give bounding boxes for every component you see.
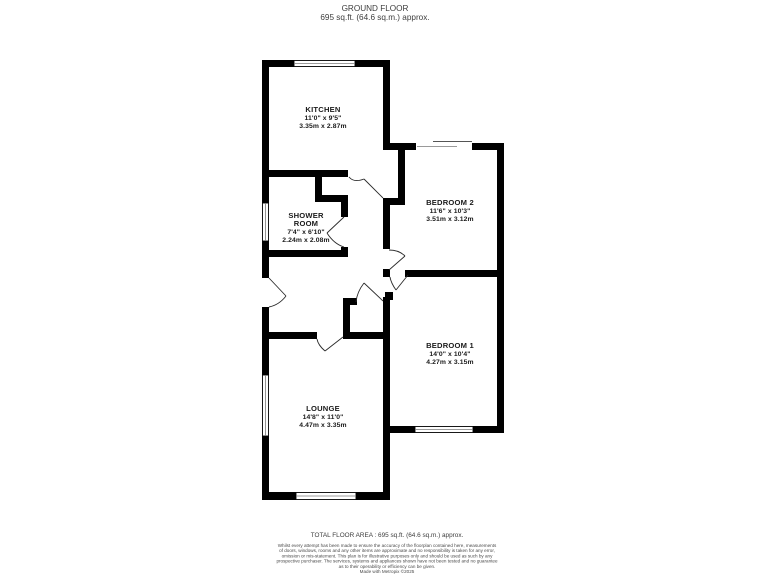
page-title: GROUND FLOOR [341, 4, 409, 13]
cupboard-door-icon [356, 283, 383, 302]
lounge-bottom-window-icon [296, 493, 356, 500]
bedroom2-imperial: 11'6" x 10'3" [429, 208, 471, 215]
shower-name-line2: ROOM [293, 219, 319, 228]
front-door-icon [269, 278, 286, 307]
room-label-lounge [299, 404, 346, 429]
shower-name-line1: SHOWER [288, 211, 324, 220]
total-floor-area: TOTAL FLOOR AREA : 695 sq.ft. (64.6 sq.m.) approx. [310, 532, 464, 539]
bedroom1-name: BEDROOM 1 [426, 341, 474, 350]
shower-window-icon [263, 203, 269, 241]
lounge-side-window-icon [263, 375, 269, 436]
shower-imperial: 7'4" x 6'10" [287, 229, 325, 236]
room-label-bedroom2 [426, 198, 474, 223]
windows [263, 61, 474, 500]
page-subtitle: 695 sq.ft. (64.6 sq.m.) approx. [320, 13, 430, 22]
lounge-name: LOUNGE [306, 404, 340, 413]
disclaimer-line-4: prospective purchaser. The services, systems and appliances shown have not been tested and no guarantee [276, 558, 498, 564]
lounge-imperial: 14'8" x 11'0" [302, 414, 344, 421]
walls [262, 60, 504, 500]
room-label-shower-room [282, 211, 329, 244]
bedroom1-metric: 4.27m x 3.15m [426, 359, 474, 366]
shower-metric: 2.24m x 2.08m [282, 237, 330, 244]
bedroom2-name: BEDROOM 2 [426, 198, 474, 207]
kitchen-window-icon [294, 61, 355, 67]
room-label-kitchen [299, 105, 346, 130]
room-label-bedroom1 [426, 341, 474, 366]
disclaimer-line-3: omission or mis-statement. This plan is for illustrative purposes only and should be used as such by any [281, 553, 493, 559]
bedroom2-window-icon [416, 142, 472, 151]
kitchen-imperial: 11'0" x 9'5" [304, 115, 342, 122]
disclaimer-line-2: of doors, windows, rooms and any other items are approximate and no responsibility is taken for any error, [279, 548, 495, 554]
bedroom2-door-icon [389, 250, 405, 270]
footer [276, 532, 498, 574]
bedroom1-window-icon [415, 427, 473, 433]
kitchen-metric: 3.35m x 2.87m [299, 123, 347, 130]
bedroom2-metric: 3.51m x 3.12m [426, 216, 474, 223]
metropix-credit: Made with Metropix ©2025 [359, 569, 415, 574]
lounge-door-icon [317, 337, 343, 351]
bedroom1-imperial: 14'0" x 10'4" [429, 351, 471, 358]
kitchen-name: KITCHEN [305, 105, 341, 114]
disclaimer-line-5: as to their operability or efficiency can be given. [338, 563, 436, 569]
kitchen-door-icon [349, 177, 383, 198]
lounge-metric: 4.47m x 3.35m [299, 422, 347, 429]
bedroom1-door-icon [390, 275, 408, 290]
disclaimer-line-1: Whilst every attempt has been made to ensure the accuracy of the floorplan contained here, measurements [277, 543, 497, 548]
